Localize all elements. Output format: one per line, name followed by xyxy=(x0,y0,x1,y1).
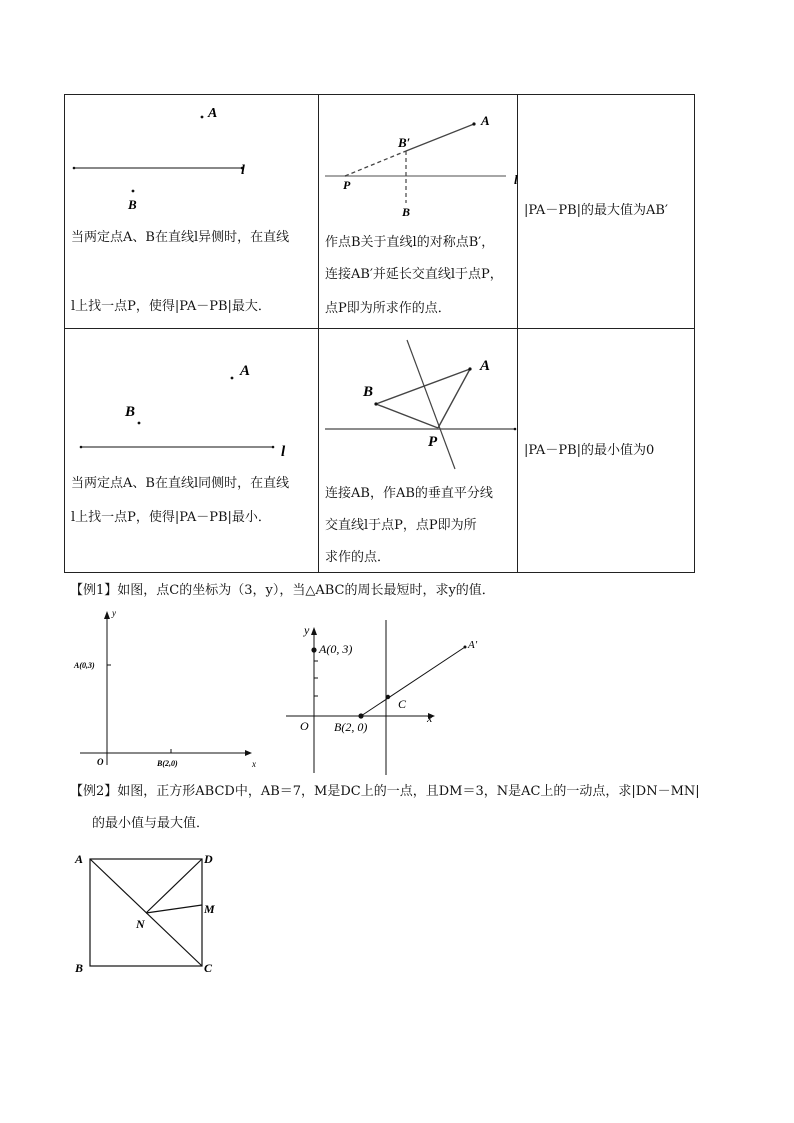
label-B: B xyxy=(75,961,84,975)
label-P: P xyxy=(343,178,351,192)
example1-figure-reflection xyxy=(280,615,478,780)
row2-description-line: l上找一点P，使得|PA－PB|最小． xyxy=(71,510,271,525)
label-C: C xyxy=(204,961,213,975)
example2-text-line2: 的最小值与最大值． xyxy=(92,816,210,831)
row2-figure-points-same-side xyxy=(65,329,318,469)
example1-figure-axes xyxy=(60,605,270,775)
label-N: N xyxy=(136,917,145,931)
label-B-prime: B′ xyxy=(398,135,411,150)
label-A-prime: A′ xyxy=(468,639,478,651)
label-A: A(0,3) xyxy=(74,661,95,670)
label-C: C xyxy=(398,697,407,711)
origin-O: O xyxy=(300,719,309,733)
row1-description-line: 当两定点A、B在直线l异侧时，在直线 xyxy=(71,230,290,245)
label-B: B xyxy=(402,205,411,219)
row2-result: |PA－PB|的最小值为0 xyxy=(524,443,655,458)
label-A: A xyxy=(480,358,491,374)
label-l: l xyxy=(514,172,518,187)
label-B: B xyxy=(125,404,136,420)
row2-method-line: 连接AB，作AB的垂直平分线 xyxy=(325,486,493,501)
example1-text: 【例1】如图，点C的坐标为（3，y），当△ABC的周长最短时，求y的值． xyxy=(70,583,495,598)
label-l: l xyxy=(281,444,286,460)
label-A: A xyxy=(481,113,490,128)
example2-square-figure xyxy=(70,845,230,980)
label-A: A xyxy=(75,852,84,866)
row2-method-line: 交直线l于点P，点P即为所 xyxy=(325,518,477,533)
label-A: A xyxy=(208,106,218,121)
row1-figure-points-opposite-sides xyxy=(65,95,318,215)
label-B: B xyxy=(363,384,374,400)
label-A: A(0, 3) xyxy=(319,642,353,656)
axis-x: x xyxy=(252,759,256,769)
row1-method-line: 点P即为所求作的点． xyxy=(325,301,451,316)
label-B: B(2, 0) xyxy=(334,720,368,734)
row1-result: |PA－PB|的最大值为AB′ xyxy=(524,203,668,218)
row2-figure-perpendicular-bisector xyxy=(318,329,518,479)
axis-x: x xyxy=(427,711,433,725)
label-P: P xyxy=(428,434,438,450)
label-B: B(2,0) xyxy=(157,759,178,768)
axis-y: y xyxy=(112,608,116,618)
row1-method-line: 连接AB′并延长交直线l于点P， xyxy=(325,267,503,282)
method-table xyxy=(64,94,695,573)
label-A: A xyxy=(240,363,251,379)
row1-method-line: 作点B关于直线l的对称点B′， xyxy=(325,235,495,250)
label-D: D xyxy=(204,852,213,866)
example2-text-line1: 【例2】如图，正方形ABCD中，AB＝7，M是DC上的一点，且DM＝3，N是AC上的一动点，求|DN－MN| xyxy=(70,784,700,799)
origin-O: O xyxy=(97,757,104,767)
row2-method-line: 求作的点． xyxy=(325,550,391,565)
row1-figure-reflection xyxy=(318,95,518,225)
label-M: M xyxy=(204,902,215,916)
label-l: l xyxy=(241,163,245,178)
axis-y: y xyxy=(304,623,310,637)
label-B: B xyxy=(128,197,137,212)
row1-description-line: l上找一点P，使得|PA－PB|最大． xyxy=(71,299,271,314)
row2-description-line: 当两定点A、B在直线l同侧时，在直线 xyxy=(71,476,290,491)
